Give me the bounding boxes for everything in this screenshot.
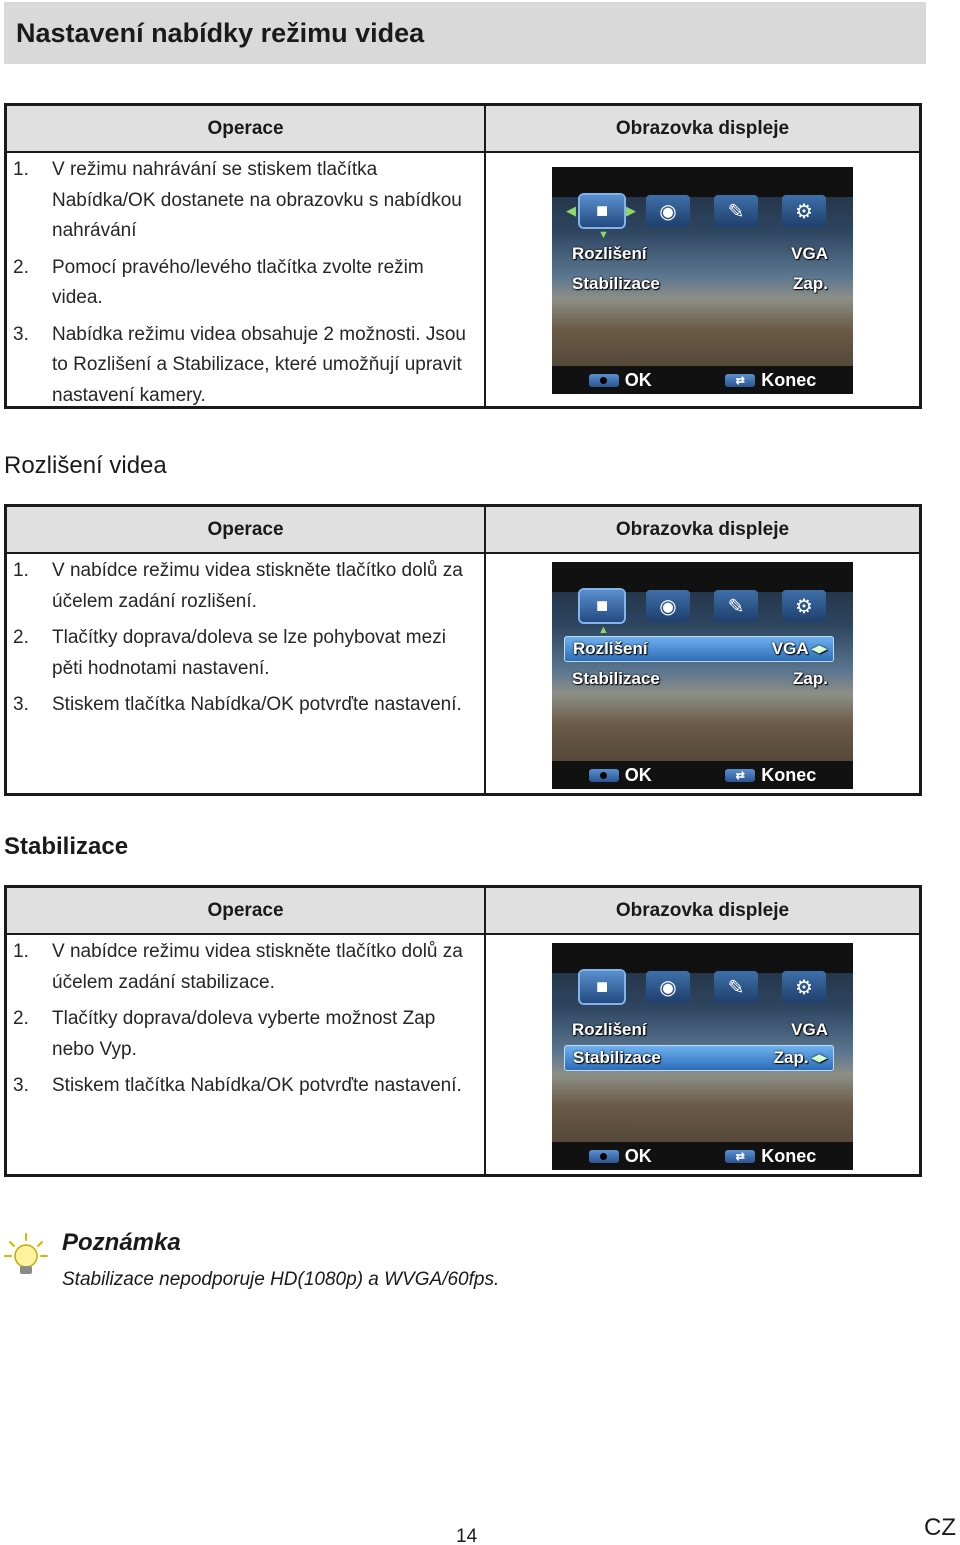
step-item: 3. Stiskem tlačítka Nabídka/OK potvrďte nastavení. <box>13 1075 462 1096</box>
menu-row-stabilization: Stabilizace Zap. <box>572 669 828 688</box>
camera-screen <box>552 943 853 1170</box>
display-header: Obrazovka displeje <box>615 117 790 139</box>
palette-icon: ✎ <box>714 195 758 227</box>
camera-screen <box>552 167 853 394</box>
return-key-icon: ⇄ <box>725 1150 755 1163</box>
steps-list <box>13 556 476 721</box>
video-camera-icon: ■ <box>580 971 624 1003</box>
step-item: 2. Pomocí pravého/levého tlačítka zvolte režim videa. <box>13 256 424 308</box>
return-key-icon: ⇄ <box>725 374 755 387</box>
screen-bottom-bar: OK ⇄ Konec <box>552 761 853 789</box>
menu-row-stabilization: Stabilizace Zap. <box>572 274 828 293</box>
gear-icon: ⚙ <box>782 971 826 1003</box>
menu-row-stabilization: Stabilizace Zap. ◀▶ <box>564 1045 834 1071</box>
gear-icon: ⚙ <box>782 195 826 227</box>
video-camera-icon: ■ <box>580 590 624 622</box>
left-arrow-icon: ◀ <box>566 203 576 218</box>
operation-cell <box>7 554 486 794</box>
camera-icon: ◉ <box>646 971 690 1003</box>
return-key-icon: ⇄ <box>725 769 755 782</box>
up-arrow-icon: ▲ <box>598 624 609 636</box>
palette-icon: ✎ <box>714 971 758 1003</box>
operation-header: Operace <box>7 106 486 151</box>
video-camera-icon: ■ <box>580 195 624 227</box>
menu-row-resolution: Rozlišení VGA ◀▶ <box>564 636 834 662</box>
operation-header: Operace <box>7 507 486 552</box>
display-header: Obrazovka displeje <box>615 518 790 540</box>
note-title: Poznámka <box>62 1229 181 1256</box>
video-menu-table <box>4 103 922 409</box>
step-item: 1. V nabídce režimu videa stiskněte tlačítko dolů za účelem zadání stabilizace. <box>13 941 463 993</box>
ok-key-icon <box>589 1150 619 1163</box>
note-text: Stabilizace nepodporuje HD(1080p) a WVGA/60fps. <box>62 1269 500 1290</box>
left-right-arrows-icon: ◀▶ <box>811 1052 827 1064</box>
down-arrow-icon: ▼ <box>598 229 609 241</box>
page-title: Nastavení nabídky režimu videa <box>4 2 926 64</box>
left-right-arrows-icon: ◀▶ <box>811 643 827 655</box>
lightbulb-icon <box>4 1232 48 1278</box>
display-cell <box>486 153 919 407</box>
menu-row-resolution: Rozlišení VGA <box>572 1020 828 1039</box>
screen-bottom-bar: OK ⇄ Konec <box>552 1142 853 1170</box>
steps-list <box>13 937 476 1102</box>
palette-icon: ✎ <box>714 590 758 622</box>
display-header: Obrazovka displeje <box>615 899 790 921</box>
step-item: 1. V režimu nahrávání se stiskem tlačítka Nabídka/OK dostanete na obrazovku s nabídkou nahrávání <box>13 159 462 241</box>
section-heading-resolution: Rozlišení videa <box>4 452 167 479</box>
camera-icon: ◉ <box>646 590 690 622</box>
table-header-row <box>7 507 919 554</box>
stabilization-table <box>4 885 922 1177</box>
step-item: 2. Tlačítky doprava/doleva se lze pohybovat mezi pěti hodnotami nastavení. <box>13 627 446 679</box>
resolution-table <box>4 504 922 796</box>
operation-header: Operace <box>7 888 486 933</box>
display-cell <box>486 935 919 1175</box>
steps-list <box>13 155 476 411</box>
ok-key-icon <box>589 769 619 782</box>
gear-icon: ⚙ <box>782 590 826 622</box>
camera-screen <box>552 562 853 789</box>
display-cell <box>486 554 919 794</box>
operation-cell <box>7 153 486 407</box>
screen-bottom-bar: OK ⇄ Konec <box>552 366 853 394</box>
camera-icon: ◉ <box>646 195 690 227</box>
table-header-row <box>7 106 919 153</box>
menu-row-resolution: Rozlišení VGA <box>572 244 828 263</box>
table-header-row <box>7 888 919 935</box>
language-code: CZ <box>924 1514 956 1541</box>
step-item: 1. V nabídce režimu videa stiskněte tlačítko dolů za účelem zadání rozlišení. <box>13 560 463 612</box>
operation-cell <box>7 935 486 1175</box>
page-number: 14 <box>456 1526 478 1545</box>
ok-key-icon <box>589 374 619 387</box>
section-heading-stabilization: Stabilizace <box>4 833 129 860</box>
right-arrow-icon: ▶ <box>626 203 636 218</box>
step-item: 3. Nabídka režimu videa obsahuje 2 možnosti. Jsou to Rozlišení a Stabilizace, které umožňují upravit nastavení kamery. <box>13 323 467 406</box>
step-item: 2. Tlačítky doprava/doleva vyberte možnost Zap nebo Vyp. <box>13 1008 436 1060</box>
step-item: 3. Stiskem tlačítka Nabídka/OK potvrďte nastavení. <box>13 694 462 715</box>
